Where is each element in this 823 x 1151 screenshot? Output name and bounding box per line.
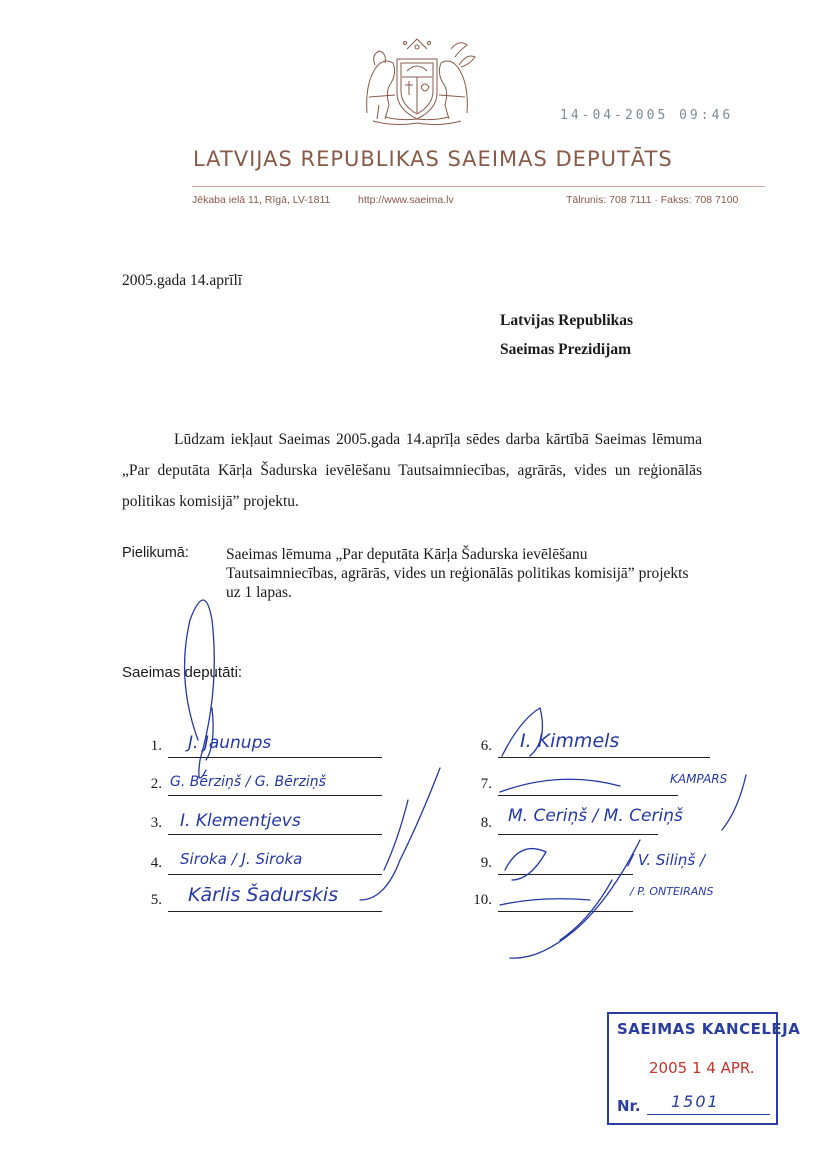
signature-number: 6. (480, 738, 492, 754)
signature-name: / P. ONTEIRANS (630, 885, 714, 898)
registry-stamp-date: 2005 1 4 APR. (649, 1059, 755, 1077)
registry-stamp-nr-label: Nr. (617, 1097, 641, 1115)
signature-number: 7. (480, 776, 492, 792)
signature-number: 10. (473, 892, 492, 908)
fax-timestamp: 14-04-2005 09:46 (560, 108, 734, 123)
addressee-line-1: Latvijas Republikas (500, 312, 634, 329)
signature-name: / V. Siliņš / (628, 851, 706, 869)
registry-stamp-title: SAEIMAS KANCELEJA (617, 1020, 801, 1038)
signature-name: Siroka / J. Siroka (180, 850, 303, 868)
signature-name: M. Ceriņš / M. Ceriņš (508, 806, 683, 826)
letterhead-title: LATVIJAS REPUBLIKAS SAEIMAS DEPUTĀTS (193, 147, 673, 171)
letterhead-address: Jēkaba ielā 11, Rīgā, LV-1811 (192, 194, 331, 206)
letter-body: Lūdzam iekļaut Saeimas 2005.gada 14.aprīļa sēdes darba kārtībā Saeimas lēmuma „Par deputāta Kārļa Šadurska ievēlēšanu Tautsaimniecības, agrārās, vides un reģionālās politikas komisijā” projektu. (122, 431, 702, 510)
signature-name: KAMPARS (670, 772, 728, 786)
letterhead-phone-fax: Tālrunis: 708 7111 · Fakss: 708 7100 (566, 194, 739, 206)
signature-number: 5. (150, 892, 162, 908)
attachment-text: Saeimas lēmuma „Par deputāta Kārļa Šadurska ievēlēšanu Tautsaimniecības, agrārās, vides un reģionālās politikas komisijā” projekts uz 1 lapas. (226, 546, 689, 601)
signature-number: 3. (150, 815, 162, 831)
signature-name: J. Jaunups (188, 733, 272, 753)
signature-name: G. Bērziņš / G. Bērziņš (170, 774, 326, 790)
signature-name: I. Klementjevs (180, 811, 301, 831)
signature-number: 2. (150, 776, 162, 792)
signature-name: Kārlis Šadurskis (188, 884, 339, 906)
signature-number: 1. (150, 738, 162, 754)
signature-number: 8. (480, 815, 492, 831)
registry-stamp-nr-line (647, 1114, 770, 1115)
deputies-label: Saeimas deputāti: (122, 664, 243, 681)
addressee-line-2: Saeimas Prezidijam (500, 341, 632, 358)
attachment-label: Pielikumā: (122, 545, 189, 561)
registry-stamp (607, 1012, 801, 1125)
registry-stamp-number: 1501 (671, 1092, 720, 1111)
signature-number: 9. (480, 855, 492, 871)
signature-name: I. Kimmels (520, 730, 620, 752)
signature-number: 4. (150, 855, 162, 871)
letterhead-website: http://www.saeima.lv (358, 194, 454, 206)
letter-date: 2005.gada 14.aprīlī (122, 272, 243, 289)
